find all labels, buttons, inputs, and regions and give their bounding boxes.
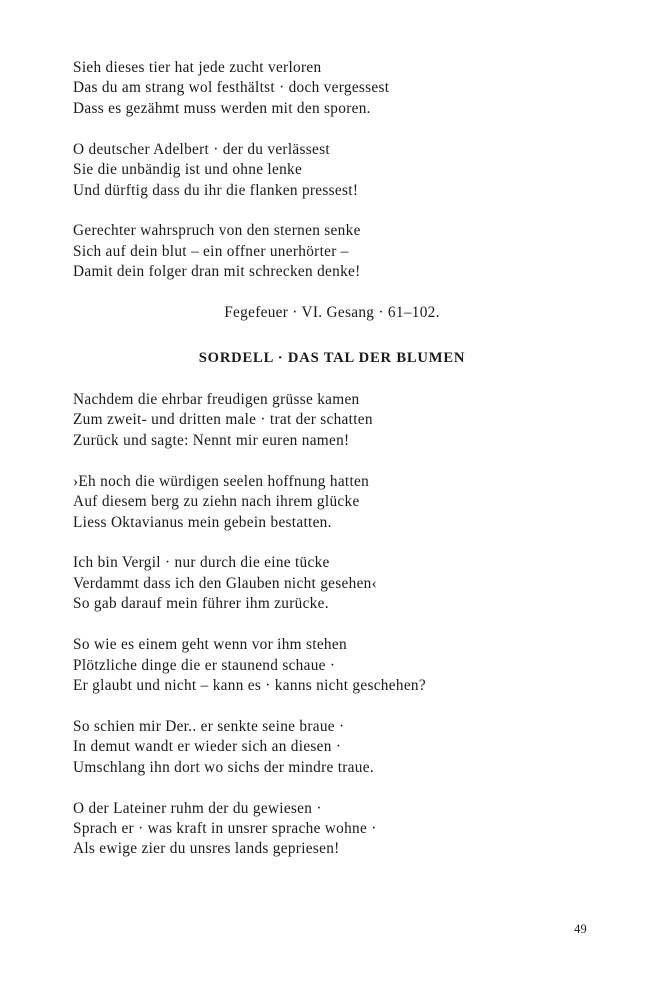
poem-line: Umschlang ihn dort wo sichs der mindre traue.: [73, 758, 374, 776]
stanza: [73, 221, 587, 282]
stanza: [73, 717, 587, 778]
stanza: [73, 472, 587, 533]
stanza: [73, 58, 587, 119]
poem-line: Sich auf dein blut – ein offner unerhörter –: [73, 242, 349, 260]
stanza: [73, 390, 587, 451]
attribution-text: Fegefeuer · VI. Gesang · 61–102.: [224, 304, 440, 322]
poem-line: Er glaubt und nicht – kann es · kanns nicht geschehen?: [73, 676, 426, 694]
poem-line: Als ewige zier du unsres lands gepriesen!: [73, 840, 340, 858]
poem-line: Sprach er · was kraft in unsrer sprache wohne ·: [73, 819, 377, 837]
section-heading: [73, 348, 587, 368]
poem-line: Gerechter wahrspruch von den sternen senke: [73, 222, 361, 240]
poem-line: Dass es gezähmt muss werden mit den sporen.: [73, 99, 371, 117]
poem-line: Das du am strang wol festhältst · doch vergessest: [73, 79, 390, 97]
page-content: [73, 58, 587, 860]
stanza: [73, 140, 587, 201]
poem-line: Und dürftig dass du ihr die flanken pressest!: [73, 181, 359, 199]
source-attribution: [73, 303, 587, 323]
poem-line: Damit dein folger dran mit schrecken denke!: [73, 263, 361, 281]
poem-line: Zum zweit- und dritten male · trat der schatten: [73, 411, 373, 429]
stanza: [73, 799, 587, 860]
poem-line: Zurück und sagte: Nennt mir euren namen!: [73, 431, 350, 449]
poem-line: O der Lateiner ruhm der du gewiesen ·: [73, 799, 322, 817]
poem-line: ›Eh noch die würdigen seelen hoffnung hatten: [73, 472, 370, 490]
poem-line: Nachdem die ehrbar freudigen grüsse kamen: [73, 390, 360, 408]
stanza: [73, 553, 587, 614]
poem-line: Verdammt dass ich den Glauben nicht gesehen‹: [73, 574, 378, 592]
poem-line: Liess Oktavianus mein gebein bestatten.: [73, 513, 332, 531]
poem-line: In demut wandt er wieder sich an diesen ·: [73, 738, 342, 756]
poem-line: O deutscher Adelbert · der du verlässest: [73, 140, 330, 158]
page-number: 49: [574, 922, 587, 936]
poem-line: Sieh dieses tier hat jede zucht verloren: [73, 59, 322, 76]
poem-line: Ich bin Vergil · nur durch die eine tücke: [73, 554, 330, 572]
poem-line: Auf diesem berg zu ziehn nach ihrem glücke: [73, 493, 360, 511]
heading-text: SORDELL · DAS TAL DER BLUMEN: [198, 349, 466, 366]
poem-line: Plötzliche dinge die er staunend schaue ·: [73, 656, 336, 674]
stanza: [73, 635, 587, 696]
poem-line: So wie es einem geht wenn vor ihm stehen: [73, 636, 347, 654]
poem-line: So gab darauf mein führer ihm zurücke.: [73, 595, 329, 613]
poem-line: Sie die unbändig ist und ohne lenke: [73, 161, 303, 179]
poem-line: So schien mir Der.. er senkte seine braue ·: [73, 717, 345, 735]
